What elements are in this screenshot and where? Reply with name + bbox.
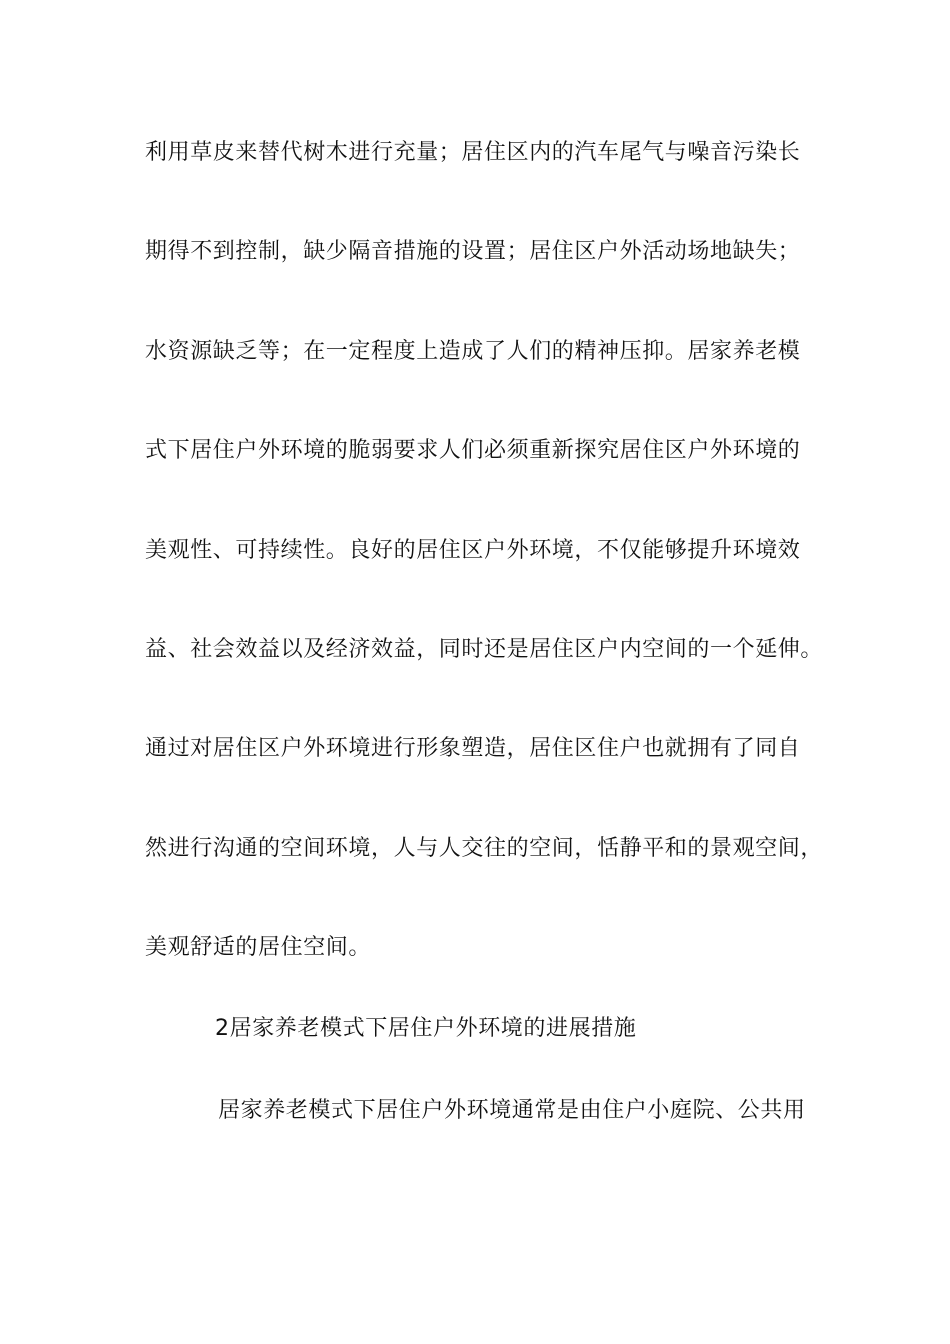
paragraph-line: 益、社会效益以及经济效益，同时还是居住区户内空间的一个延伸。 bbox=[145, 637, 824, 662]
paragraph-line: 期得不到控制，缺少隔音措施的设置；居住区户外活动场地缺失； bbox=[145, 239, 801, 264]
paragraph-line: 水资源缺乏等；在一定程度上造成了人们的精神压抑。居家养老模 bbox=[145, 339, 801, 364]
paragraph-line: 通过对居住区户外环境进行形象塑造，居住区住户也就拥有了同自 bbox=[145, 736, 801, 761]
paragraph-line: 利用草皮来替代树木进行充量；居住区内的汽车尾气与噪音污染长 bbox=[145, 140, 801, 165]
section-heading: 2居家养老模式下居住户外环境的进展措施 bbox=[215, 1016, 637, 1041]
paragraph-line: 然进行沟通的空间环境，人与人交往的空间，恬静平和的景观空间， bbox=[145, 836, 824, 861]
paragraph-line: 居家养老模式下居住户外环境通常是由住户小庭院、公共用 bbox=[218, 1098, 806, 1123]
paragraph-line: 美观舒适的居住空间。 bbox=[145, 935, 372, 960]
paragraph-line: 美观性、可持续性。良好的居住区户外环境，不仅能够提升环境效 bbox=[145, 538, 801, 563]
paragraph-line: 式下居住户外环境的脆弱要求人们必须重新探究居住区户外环境的 bbox=[145, 438, 801, 463]
